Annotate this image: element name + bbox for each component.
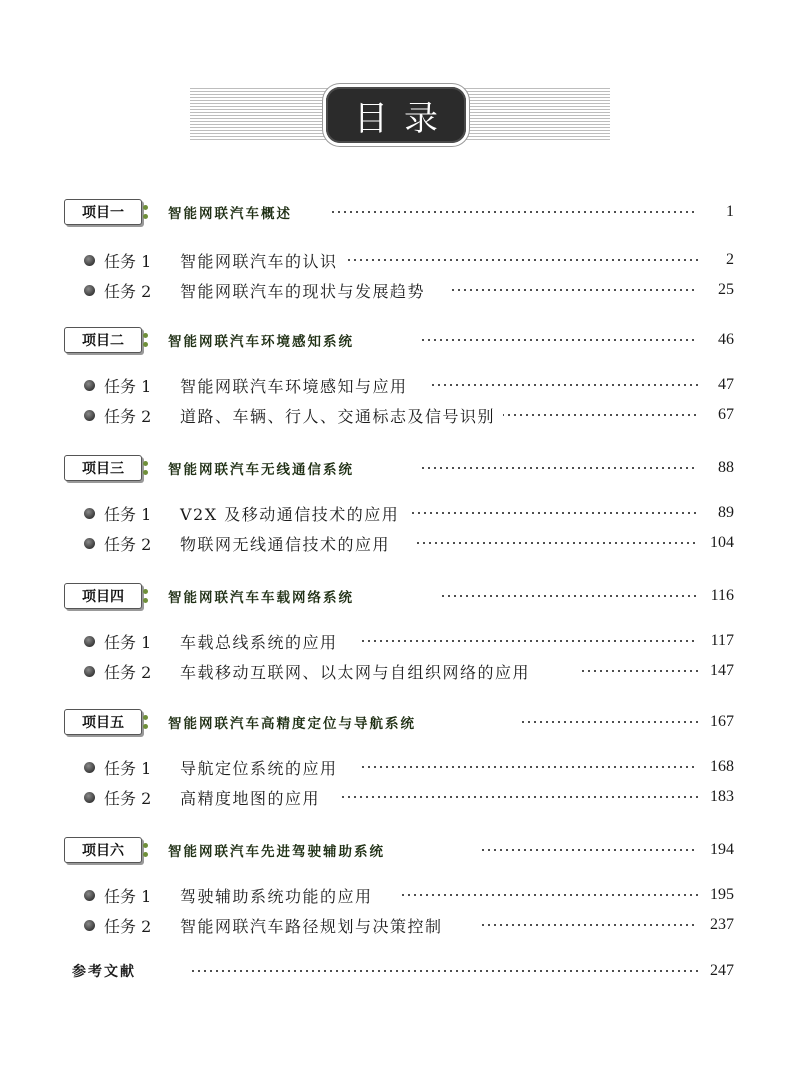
- page-number: 195: [710, 886, 734, 903]
- leader-dots: [415, 542, 698, 544]
- page-number: 104: [710, 534, 734, 551]
- task-label: 任务 1: [104, 630, 153, 653]
- task-label: 任务 1: [104, 374, 153, 397]
- toc-project-5[interactable]: [0, 707, 790, 737]
- task-label: 任务 2: [104, 532, 153, 555]
- toc-task[interactable]: [0, 626, 790, 656]
- task-label: 任务 2: [104, 914, 153, 937]
- leader-dots: [420, 467, 698, 469]
- task-title: 智能网联汽车的现状与发展趋势: [180, 279, 433, 302]
- page-number: 46: [718, 331, 734, 348]
- leader-dots: [420, 339, 698, 341]
- project-title: 智能网联汽车概述: [168, 202, 298, 222]
- toc-project-3[interactable]: [0, 453, 790, 483]
- project-title: 智能网联汽车高精度定位与导航系统: [168, 712, 422, 732]
- task-title: 车载移动互联网、以太网与自组织网络的应用: [180, 660, 538, 683]
- bullet-icon: [84, 285, 95, 296]
- leader-dots: [480, 924, 698, 926]
- leader-dots: [330, 211, 698, 213]
- task-label: 任务 1: [104, 884, 153, 907]
- page-number: 47: [718, 376, 734, 393]
- toc-task[interactable]: [0, 498, 790, 528]
- page-number: 116: [710, 587, 734, 604]
- task-title: 智能网联汽车环境感知与应用: [180, 374, 416, 397]
- bullet-icon: [84, 508, 95, 519]
- leader-dots: [480, 849, 698, 851]
- project-title: 智能网联汽车车载网络系统: [168, 586, 360, 606]
- page-number: 167: [710, 713, 734, 730]
- page-number: 168: [710, 758, 734, 775]
- toc-task[interactable]: [0, 910, 790, 940]
- bullet-icon: [84, 255, 95, 266]
- task-label: 任务 1: [104, 249, 153, 272]
- leader-dots: [360, 640, 698, 642]
- page-number: 194: [710, 841, 734, 858]
- toc-task[interactable]: [0, 752, 790, 782]
- colon-ornament-icon: [142, 457, 150, 479]
- bullet-icon: [84, 920, 95, 931]
- toc-task[interactable]: [0, 400, 790, 430]
- project-badge: 项目六: [64, 837, 142, 863]
- toc-project-6[interactable]: [0, 835, 790, 865]
- page-number: 147: [710, 662, 734, 679]
- project-badge: 项目三: [64, 455, 142, 481]
- task-title: 智能网联汽车路径规划与决策控制: [180, 914, 451, 937]
- page-number: 247: [710, 962, 734, 979]
- leader-dots: [520, 721, 698, 723]
- task-title: 道路、车辆、行人、交通标志及信号识别: [180, 404, 503, 427]
- task-title: 车载总线系统的应用: [180, 630, 346, 653]
- bullet-icon: [84, 636, 95, 647]
- colon-ornament-icon: [142, 585, 150, 607]
- page-title: 目录: [326, 87, 466, 143]
- colon-ornament-icon: [142, 711, 150, 733]
- leader-dots: [340, 796, 698, 798]
- leader-dots: [580, 670, 698, 672]
- toc-project-1[interactable]: [0, 197, 790, 227]
- bullet-icon: [84, 538, 95, 549]
- project-badge: 项目一: [64, 199, 142, 225]
- bullet-icon: [84, 380, 95, 391]
- toc-task[interactable]: [0, 880, 790, 910]
- task-label: 任务 2: [104, 660, 153, 683]
- page-number: 1: [726, 203, 734, 220]
- task-title: V2X 及移动通信技术的应用: [180, 502, 407, 525]
- task-label: 任务 2: [104, 404, 153, 427]
- project-badge: 项目二: [64, 327, 142, 353]
- bullet-icon: [84, 890, 95, 901]
- bullet-icon: [84, 762, 95, 773]
- leader-dots: [400, 894, 698, 896]
- task-title: 物联网无线通信技术的应用: [180, 532, 398, 555]
- toc-task[interactable]: [0, 245, 790, 275]
- task-label: 任务 2: [104, 279, 153, 302]
- page-number: 67: [718, 406, 734, 423]
- toc-task[interactable]: [0, 370, 790, 400]
- references-title: 参考文献: [72, 961, 144, 981]
- project-title: 智能网联汽车无线通信系统: [168, 458, 360, 478]
- toc-task[interactable]: [0, 275, 790, 305]
- page-number: 237: [710, 916, 734, 933]
- project-badge: 项目五: [64, 709, 142, 735]
- leader-dots: [340, 259, 698, 261]
- bullet-icon: [84, 410, 95, 421]
- toc-task[interactable]: [0, 656, 790, 686]
- project-title: 智能网联汽车先进驾驶辅助系统: [168, 840, 391, 860]
- page-number: 89: [718, 504, 734, 521]
- task-label: 任务 1: [104, 502, 153, 525]
- task-label: 任务 2: [104, 786, 153, 809]
- toc-references[interactable]: [0, 956, 790, 986]
- bullet-icon: [84, 792, 95, 803]
- leader-dots: [450, 289, 698, 291]
- page-number: 117: [710, 632, 734, 649]
- toc-project-4[interactable]: [0, 581, 790, 611]
- project-title: 智能网联汽车环境感知系统: [168, 330, 360, 350]
- task-title: 驾驶辅助系统功能的应用: [180, 884, 381, 907]
- page-number: 25: [718, 281, 734, 298]
- task-title: 高精度地图的应用: [180, 786, 328, 809]
- toc-task[interactable]: [0, 782, 790, 812]
- task-title: 导航定位系统的应用: [180, 756, 346, 779]
- page-number: 183: [710, 788, 734, 805]
- project-badge: 项目四: [64, 583, 142, 609]
- toc-project-2[interactable]: [0, 325, 790, 355]
- colon-ornament-icon: [142, 839, 150, 861]
- leader-dots: [500, 414, 698, 416]
- colon-ornament-icon: [142, 201, 150, 223]
- leader-dots: [440, 595, 698, 597]
- toc-task[interactable]: [0, 528, 790, 558]
- page-number: 88: [718, 459, 734, 476]
- leader-dots: [190, 970, 698, 972]
- leader-dots: [360, 766, 698, 768]
- bullet-icon: [84, 666, 95, 677]
- page-number: 2: [726, 251, 734, 268]
- leader-dots: [410, 512, 698, 514]
- leader-dots: [430, 384, 698, 386]
- task-title: 智能网联汽车的认识: [180, 249, 346, 272]
- task-label: 任务 1: [104, 756, 153, 779]
- colon-ornament-icon: [142, 329, 150, 351]
